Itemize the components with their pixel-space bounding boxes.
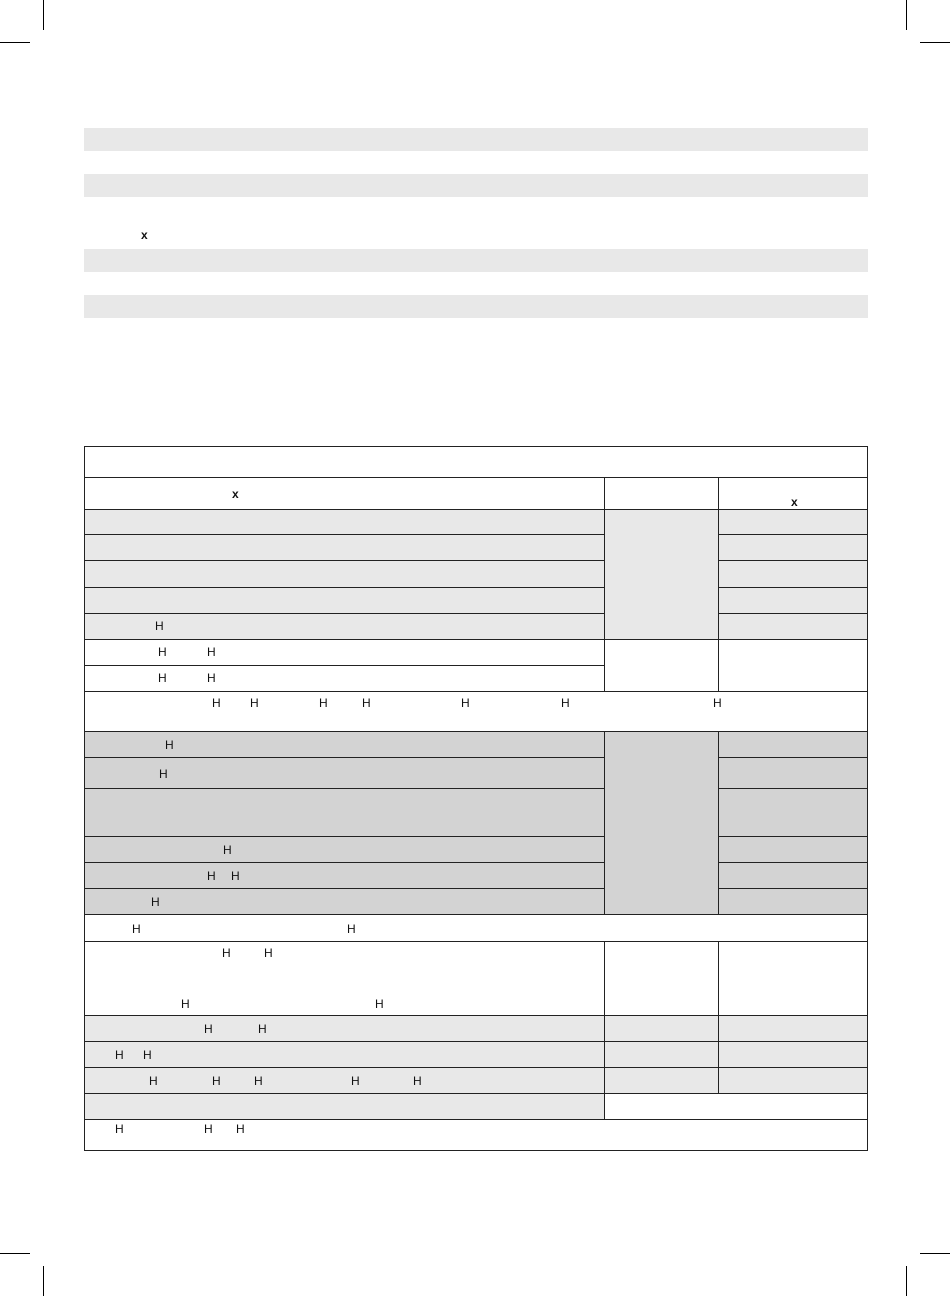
row-group-1-shade bbox=[85, 509, 867, 639]
crop-mark-bottom-left-v bbox=[43, 1266, 44, 1296]
h-mark: H bbox=[362, 696, 371, 710]
col-line bbox=[604, 941, 605, 1119]
row-line bbox=[718, 862, 867, 863]
h-mark: H bbox=[159, 767, 168, 781]
h-mark: H bbox=[212, 696, 221, 710]
col-line bbox=[718, 941, 719, 1093]
row-last-shade bbox=[85, 1093, 605, 1119]
col-line bbox=[718, 731, 719, 914]
header-band-1 bbox=[84, 128, 868, 151]
h-mark: H bbox=[351, 1074, 360, 1088]
row-line bbox=[718, 613, 867, 614]
x-mark: x bbox=[141, 228, 148, 242]
h-mark: H bbox=[231, 869, 240, 883]
row-line bbox=[85, 613, 605, 614]
col-line bbox=[604, 731, 605, 914]
h-mark: H bbox=[250, 696, 259, 710]
row-line bbox=[85, 757, 605, 758]
h-mark: H bbox=[258, 1022, 267, 1036]
h-mark: H bbox=[319, 696, 328, 710]
row-line bbox=[718, 757, 867, 758]
row-line bbox=[85, 1093, 867, 1094]
crop-mark-top-right-h bbox=[920, 42, 950, 43]
h-mark: H bbox=[561, 696, 570, 710]
h-mark: H bbox=[413, 1074, 422, 1088]
h-mark: H bbox=[158, 645, 167, 659]
row-line bbox=[85, 639, 867, 640]
spec-table bbox=[84, 446, 868, 1151]
col-line bbox=[604, 477, 605, 691]
row-line bbox=[85, 1067, 867, 1068]
row-line bbox=[85, 509, 867, 510]
h-mark: H bbox=[155, 619, 164, 633]
crop-mark-top-right-v bbox=[906, 0, 907, 30]
h-mark: H bbox=[115, 1122, 124, 1136]
row-group-2-shade bbox=[85, 731, 867, 914]
h-mark: H bbox=[223, 843, 232, 857]
h-mark: H bbox=[132, 922, 141, 936]
row-line bbox=[85, 587, 605, 588]
h-mark: H bbox=[207, 869, 216, 883]
header-band-4 bbox=[84, 295, 868, 318]
h-mark: H bbox=[264, 946, 273, 960]
row-line bbox=[85, 914, 867, 915]
header-band-3 bbox=[84, 249, 868, 272]
h-mark: H bbox=[713, 696, 722, 710]
h-mark: H bbox=[236, 1122, 245, 1136]
row-line bbox=[85, 836, 605, 837]
crop-mark-top-left-v bbox=[43, 0, 44, 30]
h-mark: H bbox=[207, 645, 216, 659]
row-line bbox=[718, 788, 867, 789]
row-line bbox=[718, 836, 867, 837]
crop-mark-top-left-h bbox=[0, 42, 30, 43]
crop-mark-bottom-right-v bbox=[906, 1266, 907, 1296]
col-line bbox=[718, 477, 719, 691]
h-mark: H bbox=[254, 1074, 263, 1088]
crop-mark-bottom-left-h bbox=[0, 1253, 30, 1254]
row-line bbox=[718, 560, 867, 561]
row-line bbox=[85, 731, 867, 732]
h-mark: H bbox=[461, 696, 470, 710]
h-mark: H bbox=[181, 997, 190, 1011]
row-line bbox=[85, 534, 605, 535]
row-line bbox=[85, 560, 605, 561]
row-line bbox=[85, 1015, 867, 1016]
row-line bbox=[85, 941, 867, 942]
h-mark: H bbox=[204, 1022, 213, 1036]
row-line bbox=[85, 665, 605, 666]
row-line bbox=[718, 587, 867, 588]
row-line bbox=[718, 888, 867, 889]
h-mark: H bbox=[158, 671, 167, 685]
h-mark: H bbox=[115, 1048, 124, 1062]
x-mark: x bbox=[232, 487, 239, 501]
row-line bbox=[718, 534, 867, 535]
h-mark: H bbox=[149, 1074, 158, 1088]
x-mark: x bbox=[791, 495, 798, 509]
row-group-3-shade bbox=[85, 1015, 867, 1093]
row-line bbox=[85, 788, 605, 789]
crop-mark-bottom-right-h bbox=[920, 1253, 950, 1254]
h-mark: H bbox=[165, 738, 174, 752]
h-mark: H bbox=[212, 1074, 221, 1088]
h-mark: H bbox=[222, 946, 231, 960]
h-mark: H bbox=[375, 997, 384, 1011]
h-mark: H bbox=[143, 1048, 152, 1062]
row-line bbox=[85, 862, 605, 863]
row-line bbox=[85, 477, 867, 478]
header-band-2 bbox=[84, 174, 868, 197]
row-line bbox=[85, 1119, 867, 1120]
row-line bbox=[85, 1041, 867, 1042]
h-mark: H bbox=[207, 671, 216, 685]
row-line bbox=[85, 888, 605, 889]
h-mark: H bbox=[204, 1122, 213, 1136]
h-mark: H bbox=[151, 895, 160, 909]
row-line bbox=[85, 691, 867, 692]
h-mark: H bbox=[347, 922, 356, 936]
